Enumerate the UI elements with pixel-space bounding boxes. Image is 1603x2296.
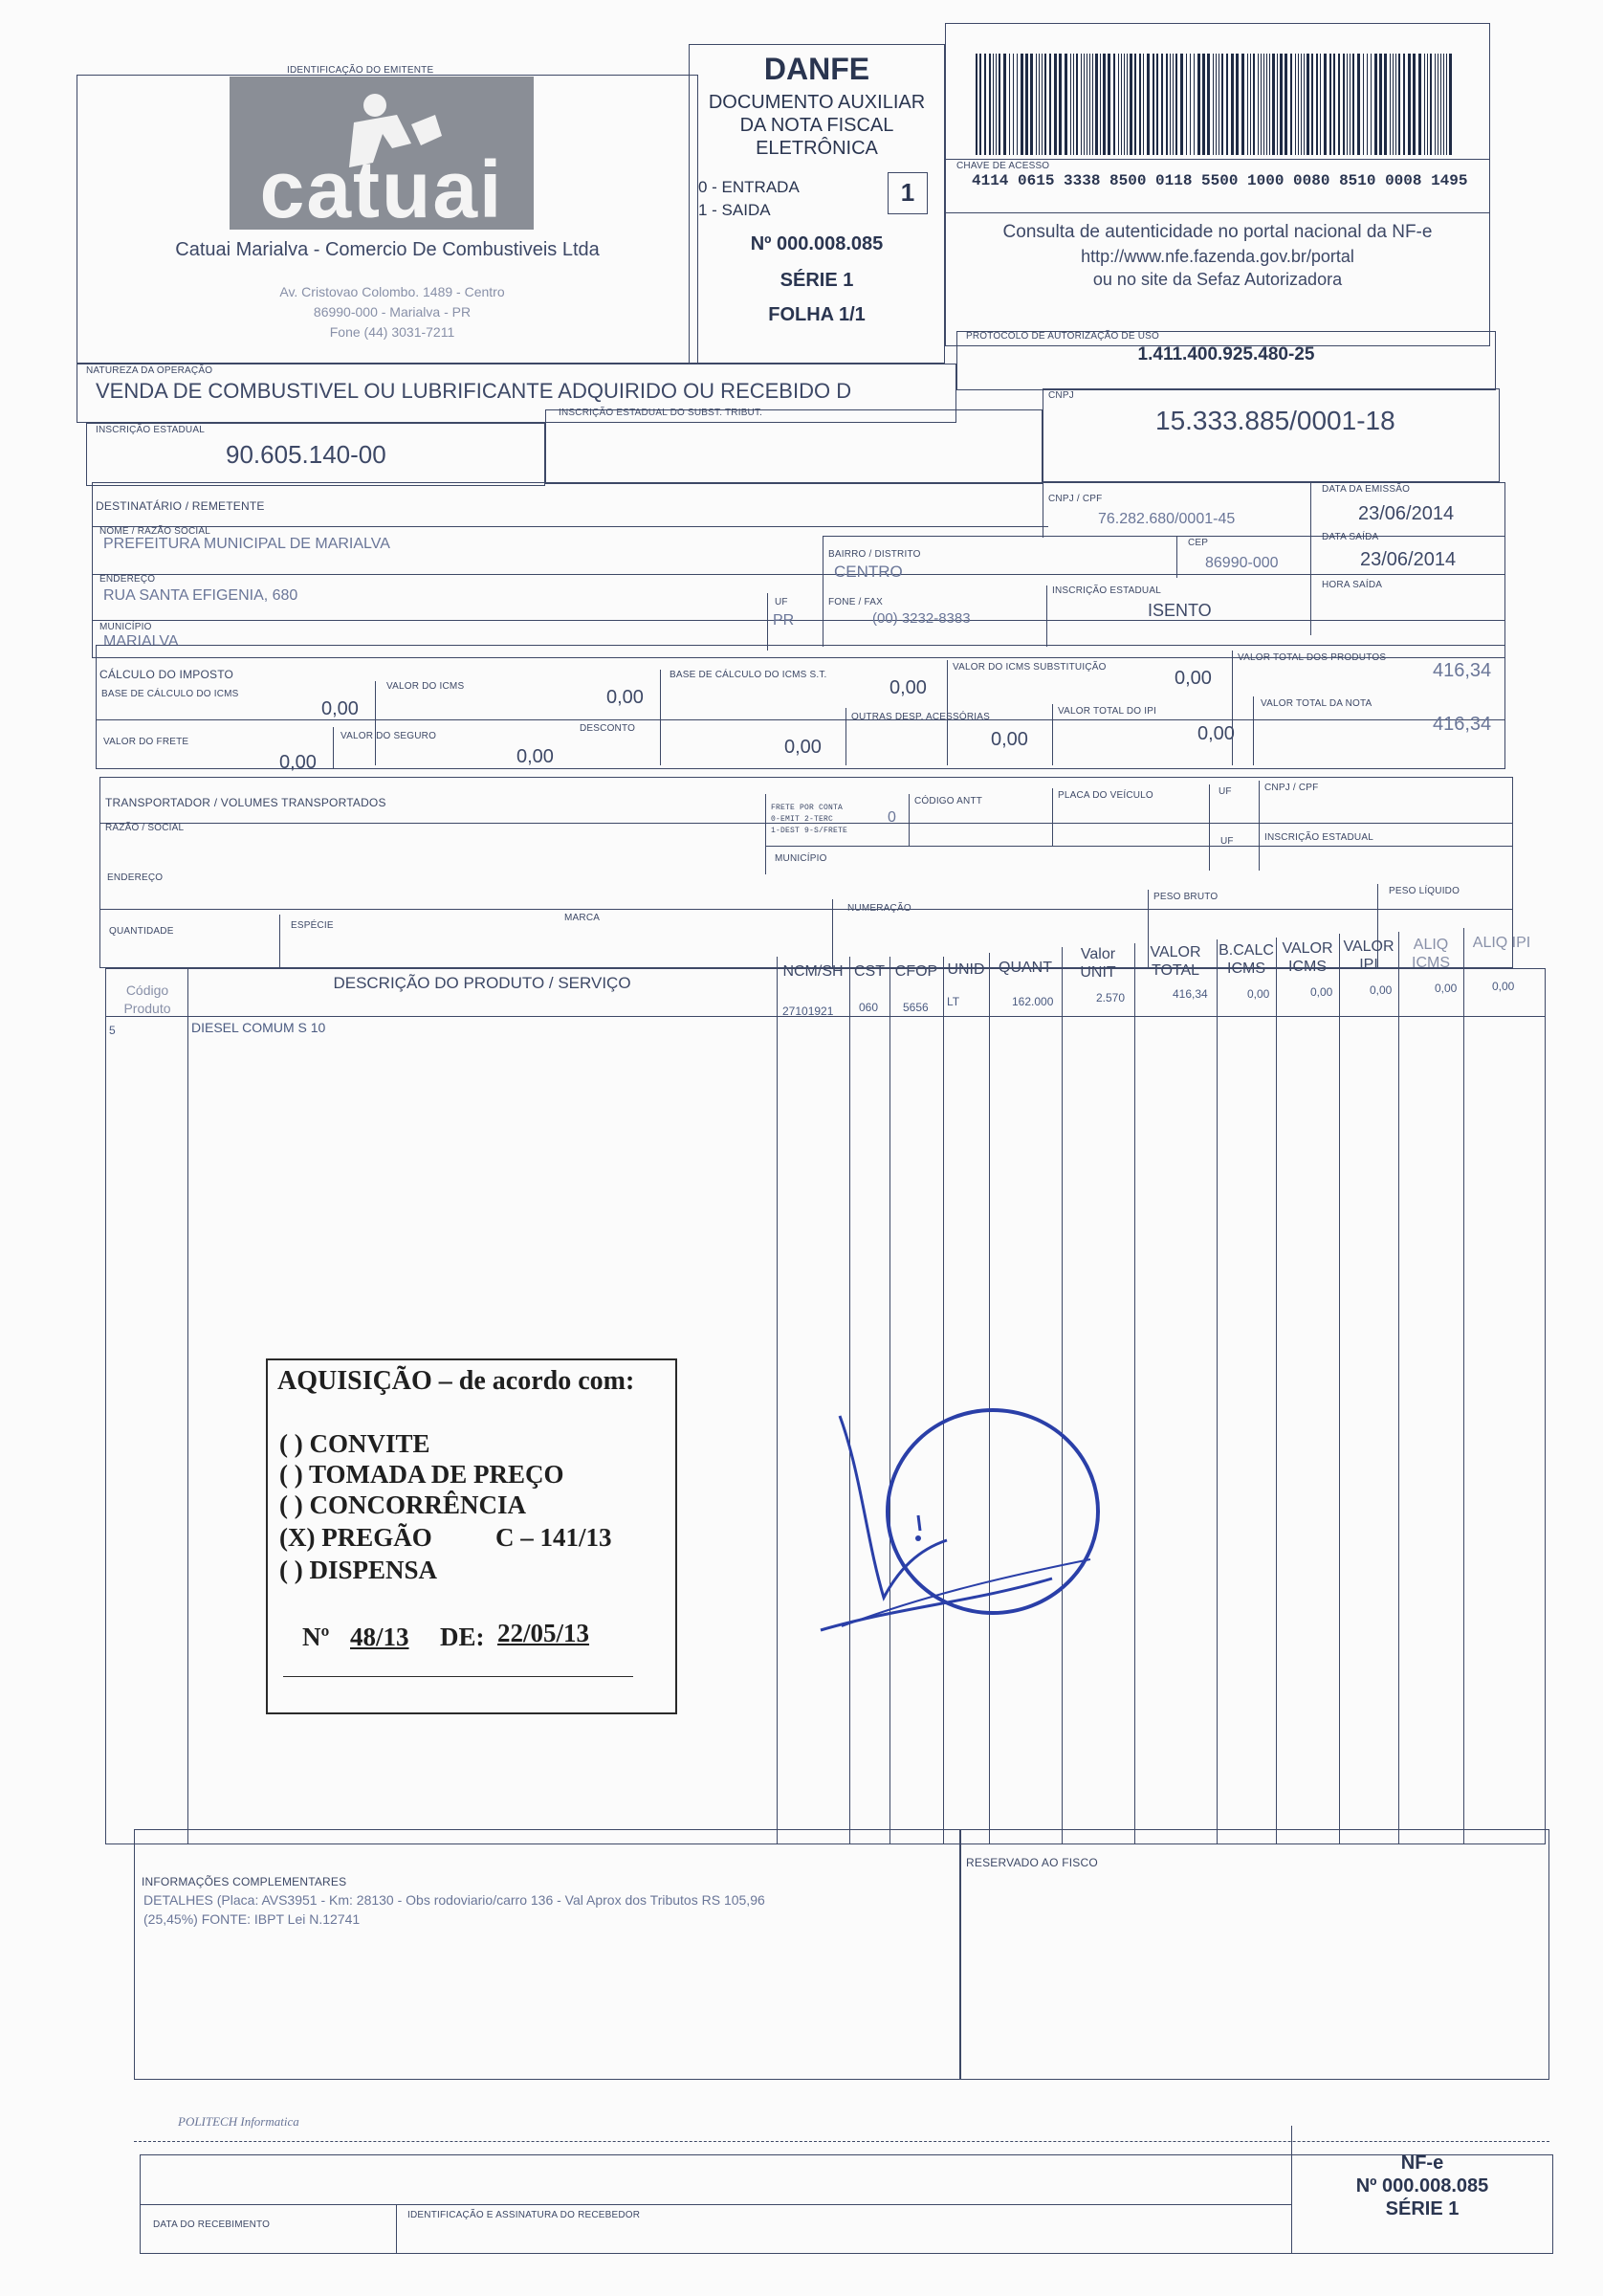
desconto: 0,00 bbox=[784, 737, 822, 758]
item-vunit: 2.570 bbox=[1096, 991, 1126, 1004]
barcode-bar bbox=[1298, 54, 1299, 155]
danfe-subtitle-1: DOCUMENTO AUXILIAR bbox=[708, 92, 926, 113]
consulta-1: Consulta de autenticidade no portal nacional da NF-e bbox=[1002, 222, 1433, 242]
barcode-bar bbox=[1076, 54, 1078, 155]
razao-label: RAZÃO / SOCIAL bbox=[105, 823, 185, 833]
item-vicms: 0,00 bbox=[1310, 985, 1333, 999]
base-st: 0,00 bbox=[889, 677, 927, 698]
emitente-name: Catuai Marialva - Comercio De Combustiveis Ltda bbox=[175, 239, 600, 260]
dest-cnpj: 76.282.680/0001-45 bbox=[1098, 511, 1236, 527]
barcode-bar bbox=[1440, 54, 1441, 155]
col-vtotal: VALOR TOTAL bbox=[1150, 944, 1201, 979]
outras: 0,00 bbox=[991, 729, 1028, 750]
barcode-bar bbox=[1054, 54, 1057, 155]
barcode-bar bbox=[1103, 54, 1106, 155]
col-cfop: CFOP bbox=[894, 963, 938, 980]
dest-uf-label: UF bbox=[775, 597, 788, 607]
barcode-bar bbox=[976, 54, 977, 155]
barcode-bar bbox=[1347, 54, 1348, 155]
barcode-bar bbox=[1143, 54, 1144, 155]
barcode-bar bbox=[1003, 54, 1006, 155]
item-codigo: 5 bbox=[109, 1024, 116, 1037]
item-aipi: 0,00 bbox=[1492, 980, 1515, 993]
dest-cep: 86990-000 bbox=[1205, 555, 1279, 571]
barcode-bar bbox=[1127, 54, 1128, 155]
barcode bbox=[976, 54, 1460, 155]
dest-fone-label: FONE / FAX bbox=[828, 597, 884, 607]
stamp-date: 22/05/13 bbox=[497, 1619, 590, 1647]
info-line-1: DETALHES (Placa: AVS3951 - Km: 28130 - Obs rodoviario/carro 136 - Val Aprox dos Tributos RS 105,96 bbox=[143, 1892, 765, 1908]
col-vipi: VALOR IPI bbox=[1343, 938, 1394, 973]
barcode-bar bbox=[1049, 54, 1051, 155]
transp-liquido-label: PESO LÍQUIDO bbox=[1389, 886, 1460, 896]
barcode-bar bbox=[1367, 54, 1368, 155]
barcode-bar bbox=[1395, 54, 1396, 155]
barcode-bar bbox=[1036, 54, 1037, 155]
barcode-bar bbox=[1333, 54, 1335, 155]
barcode-bar bbox=[1357, 54, 1360, 155]
subst-box bbox=[545, 409, 1043, 484]
barcode-bar bbox=[1253, 54, 1255, 155]
total-prod: 416,34 bbox=[1433, 660, 1492, 681]
dest-uf: PR bbox=[773, 612, 795, 629]
dest-cep-label: CEP bbox=[1188, 538, 1209, 548]
transp-qtd-label: QUANTIDADE bbox=[109, 926, 174, 937]
seguro-label: VALOR DO SEGURO bbox=[340, 731, 437, 741]
col-unid: UNID bbox=[947, 961, 985, 978]
barcode-bar bbox=[1197, 54, 1200, 155]
item-vtotal: 416,34 bbox=[1173, 987, 1208, 1001]
imposto-label: CÁLCULO DO IMPOSTO bbox=[99, 668, 234, 681]
barcode-bar bbox=[1186, 54, 1187, 155]
dest-endereco: RUA SANTA EFIGENIA, 680 bbox=[103, 587, 298, 604]
natureza-label: NATUREZA DA OPERAÇÃO bbox=[86, 365, 213, 376]
catuai-logo bbox=[230, 77, 534, 234]
stamp-num-value: 48/13 bbox=[350, 1623, 409, 1651]
item-ncm: 27101921 bbox=[782, 1004, 834, 1018]
barcode-bar bbox=[1352, 54, 1354, 155]
nota-numero: Nº 000.008.085 bbox=[750, 233, 884, 254]
barcode-bar bbox=[1430, 54, 1432, 155]
subst-label: INSCRIÇÃO ESTADUAL DO SUBST. TRIBUT. bbox=[559, 408, 763, 418]
protocolo-label: PROTOCOLO DE AUTORIZAÇÃO DE USO bbox=[966, 331, 1159, 342]
col-codigo: Código Produto bbox=[123, 982, 171, 1016]
barcode-bar bbox=[1084, 54, 1085, 155]
stamp-num-label: Nº bbox=[302, 1623, 330, 1651]
stamp-opt-tomada: ( ) TOMADA DE PREÇO bbox=[279, 1460, 564, 1489]
seguro: 0,00 bbox=[516, 746, 554, 767]
barcode-bar bbox=[1030, 54, 1033, 155]
col-vunit: Valor UNIT bbox=[1080, 946, 1116, 981]
item-cst: 060 bbox=[859, 1001, 879, 1014]
col-vicms: VALOR ICMS bbox=[1282, 940, 1333, 975]
signature-drawing bbox=[803, 1397, 1205, 1645]
consulta-3: ou no site da Sefaz Autorizadora bbox=[1092, 270, 1343, 289]
barcode-bar bbox=[1194, 54, 1195, 155]
footer-numero: Nº 000.008.085 bbox=[1355, 2175, 1489, 2197]
col-aicms: ALIQ ICMS bbox=[1412, 937, 1450, 971]
emitente-city: 86990-000 - Marialva - PR bbox=[313, 304, 472, 320]
dest-ie-label: INSCRIÇÃO ESTADUAL bbox=[1052, 585, 1161, 596]
saida-label: 1 - SAIDA bbox=[698, 201, 771, 219]
barcode-bar bbox=[1175, 54, 1177, 155]
barcode-bar bbox=[1092, 54, 1093, 155]
barcode-bar bbox=[1374, 54, 1377, 155]
barcode-bar bbox=[1153, 54, 1154, 155]
info-box bbox=[134, 1829, 960, 2080]
barcode-bar bbox=[1221, 54, 1223, 155]
protocolo-value: 1.411.400.925.480-25 bbox=[1137, 344, 1315, 364]
cnpj-label: CNPJ bbox=[1048, 390, 1074, 401]
barcode-bar bbox=[1427, 54, 1428, 155]
barcode-bar bbox=[1202, 54, 1205, 155]
danfe-subtitle-3: ELETRÔNICA bbox=[756, 138, 878, 159]
barcode-bar bbox=[1390, 54, 1391, 155]
consulta-2: http://www.nfe.fazenda.gov.br/portal bbox=[1081, 247, 1354, 266]
barcode-bar bbox=[1363, 54, 1364, 155]
barcode-bar bbox=[1307, 54, 1309, 155]
col-cst: CST bbox=[854, 963, 885, 980]
barcode-bar bbox=[1170, 54, 1171, 155]
recebimento-label: DATA DO RECEBIMENTO bbox=[153, 2219, 271, 2230]
chave-value: 4114 0615 3338 8500 0118 5500 1000 0080 8510 0008 1495 bbox=[972, 172, 1468, 189]
dest-nome-label: NOME / RAZÃO SOCIAL bbox=[99, 526, 211, 537]
ipi: 0,00 bbox=[1197, 723, 1235, 744]
total-prod-label: VALOR TOTAL DOS PRODUTOS bbox=[1238, 652, 1387, 663]
nota-serie: SÉRIE 1 bbox=[780, 270, 854, 291]
barcode-bar bbox=[1021, 54, 1023, 155]
barcode-bar bbox=[999, 54, 1000, 155]
natureza-value: VENDA DE COMBUSTIVEL OU LUBRIFICANTE ADQUIRIDO OU RECEBIDO D bbox=[96, 379, 852, 403]
total-nota-label: VALOR TOTAL DA NOTA bbox=[1261, 698, 1372, 709]
barcode-bar bbox=[1258, 54, 1259, 155]
entrada-label: 0 - ENTRADA bbox=[698, 178, 800, 196]
transp-especie-label: ESPÉCIE bbox=[291, 920, 334, 931]
emitente-phone: Fone (44) 3031-7211 bbox=[329, 324, 455, 340]
dest-saida: 23/06/2014 bbox=[1360, 549, 1457, 570]
item-bcalc: 0,00 bbox=[1247, 987, 1270, 1001]
item-quant: 162.000 bbox=[1012, 995, 1054, 1008]
barcode-bar bbox=[1216, 54, 1217, 155]
barcode-bar bbox=[1304, 54, 1305, 155]
barcode-bar bbox=[993, 54, 994, 155]
valor-icms-label: VALOR DO ICMS bbox=[386, 681, 465, 692]
barcode-bar bbox=[1269, 54, 1270, 155]
barcode-bar bbox=[1398, 54, 1400, 155]
item-cfop: 5656 bbox=[903, 1001, 929, 1014]
barcode-bar bbox=[1173, 54, 1174, 155]
outras-label: OUTRAS DESP. ACESSÓRIAS bbox=[851, 712, 991, 722]
dest-emissao-label: DATA DA EMISSÃO bbox=[1322, 484, 1411, 495]
barcode-bar bbox=[1009, 54, 1010, 155]
barcode-bar bbox=[1446, 54, 1447, 155]
barcode-bar bbox=[1226, 54, 1228, 155]
stamp-de-label: DE: bbox=[440, 1623, 485, 1651]
nota-folha: FOLHA 1/1 bbox=[768, 304, 866, 325]
barcode-bar bbox=[1017, 54, 1018, 155]
barcode-bar bbox=[1379, 54, 1382, 155]
barcode-bar bbox=[1161, 54, 1163, 155]
col-quant: QUANT bbox=[999, 960, 1052, 976]
frete-conta-2: 0-EMIT 2-TERC bbox=[771, 815, 834, 824]
item-descricao: DIESEL COMUM S 10 bbox=[191, 1020, 326, 1035]
assinatura-label: IDENTIFICAÇÃO E ASSINATURA DO RECEBEDOR bbox=[407, 2210, 641, 2220]
danfe-title: DANFE bbox=[763, 52, 870, 86]
barcode-bar bbox=[1311, 54, 1313, 155]
col-descricao: DESCRIÇÃO DO PRODUTO / SERVIÇO bbox=[333, 974, 631, 992]
barcode-bar bbox=[1089, 54, 1090, 155]
barcode-bar bbox=[1316, 54, 1318, 155]
barcode-bar bbox=[1070, 54, 1071, 155]
item-vipi: 0,00 bbox=[1370, 983, 1393, 997]
barcode-bar bbox=[1025, 54, 1028, 155]
danfe-subtitle-2: DA NOTA FISCAL bbox=[739, 115, 894, 136]
barcode-bar bbox=[1435, 54, 1436, 155]
barcode-bar bbox=[1166, 54, 1168, 155]
stamp-opt-dispensa: ( ) DISPENSA bbox=[279, 1556, 438, 1584]
icms-subst-label: VALOR DO ICMS SUBSTITUIÇÃO bbox=[953, 662, 1107, 673]
fisco-label: RESERVADO AO FISCO bbox=[966, 1856, 1098, 1869]
dest-saida-label: DATA SAÍDA bbox=[1322, 532, 1379, 542]
emitente-address: Av. Cristovao Colombo. 1489 - Centro bbox=[279, 284, 505, 299]
dest-bairro-label: BAIRRO / DISTRITO bbox=[828, 549, 921, 560]
barcode-bar bbox=[1424, 54, 1425, 155]
barcode-bar bbox=[1295, 54, 1296, 155]
inscricao-value: 90.605.140-00 bbox=[226, 440, 386, 469]
barcode-bar bbox=[1156, 54, 1158, 155]
barcode-bar bbox=[1324, 54, 1327, 155]
icms-subst: 0,00 bbox=[1175, 668, 1212, 689]
barcode-bar bbox=[1247, 54, 1248, 155]
barcode-bar bbox=[1013, 54, 1014, 155]
frete-conta-1: FRETE POR CONTA bbox=[771, 804, 844, 812]
barcode-bar bbox=[1329, 54, 1331, 155]
barcode-bar bbox=[996, 54, 997, 155]
barcode-bar bbox=[1118, 54, 1119, 155]
barcode-bar bbox=[1213, 54, 1214, 155]
desconto-label: DESCONTO bbox=[580, 723, 636, 734]
barcode-bar bbox=[1338, 54, 1340, 155]
barcode-bar bbox=[1059, 54, 1062, 155]
barcode-bar bbox=[1418, 54, 1421, 155]
software-label: POLITECH Informatica bbox=[178, 2114, 299, 2129]
barcode-bar bbox=[1384, 54, 1387, 155]
barcode-bar bbox=[1095, 54, 1098, 155]
tipo-value: 1 bbox=[900, 178, 915, 207]
base-icms-label: BASE DE CÁLCULO DO ICMS bbox=[101, 689, 239, 699]
barcode-bar bbox=[1231, 54, 1234, 155]
barcode-bar bbox=[1065, 54, 1067, 155]
dest-cnpj-label: CNPJ / CPF bbox=[1048, 494, 1103, 504]
barcode-bar bbox=[1290, 54, 1292, 155]
frete: 0,00 bbox=[279, 752, 317, 773]
barcode-bar bbox=[1443, 54, 1444, 155]
footer-serie: SÉRIE 1 bbox=[1385, 2198, 1460, 2219]
stamp-pregao-ref: C – 141/13 bbox=[495, 1523, 612, 1552]
barcode-bar bbox=[1285, 54, 1287, 155]
footer-nfe: NF-e bbox=[1400, 2152, 1444, 2174]
dest-bairro: CENTRO bbox=[834, 563, 903, 581]
barcode-bar bbox=[1073, 54, 1074, 155]
inscricao-label: INSCRIÇÃO ESTADUAL bbox=[96, 425, 205, 435]
stamp-title: AQUISIÇÃO – de acordo com: bbox=[277, 1366, 635, 1396]
barcode-bar bbox=[1403, 54, 1405, 155]
transp-uf-label: UF bbox=[1219, 786, 1232, 797]
logo-text: catuai bbox=[259, 144, 504, 234]
base-st-label: BASE DE CÁLCULO DO ICMS S.T. bbox=[670, 670, 827, 680]
info-label: INFORMAÇÕES COMPLEMENTARES bbox=[142, 1875, 347, 1888]
barcode-bar bbox=[1108, 54, 1110, 155]
transp-cnpj-label: CNPJ / CPF bbox=[1264, 783, 1319, 793]
dest-municipio-label: MUNICÍPIO bbox=[99, 622, 152, 632]
transp-bruto-label: PESO BRUTO bbox=[1153, 892, 1219, 902]
destinatario-label: DESTINATÁRIO / REMETENTE bbox=[96, 499, 265, 513]
barcode-bar bbox=[1263, 54, 1264, 155]
barcode-bar bbox=[1121, 54, 1122, 155]
barcode-bar bbox=[1039, 54, 1040, 155]
cnpj-value: 15.333.885/0001-18 bbox=[1155, 406, 1395, 435]
placa-label: PLACA DO VEÍCULO bbox=[1058, 790, 1153, 801]
barcode-bar bbox=[1236, 54, 1239, 155]
total-nota: 416,34 bbox=[1433, 714, 1492, 735]
dest-fone: (00) 3232-8383 bbox=[872, 610, 971, 627]
barcode-bar bbox=[1190, 54, 1191, 155]
barcode-bar bbox=[1280, 54, 1283, 155]
barcode-bar bbox=[1081, 54, 1082, 155]
barcode-bar bbox=[1134, 54, 1136, 155]
dest-emissao: 23/06/2014 bbox=[1358, 503, 1455, 524]
barcode-bar bbox=[1343, 54, 1345, 155]
info-line-2: (25,45%) FONTE: IBPT Lei N.12741 bbox=[143, 1911, 361, 1927]
valor-icms: 0,00 bbox=[606, 687, 644, 708]
frete-label: VALOR DO FRETE bbox=[103, 737, 189, 747]
dest-ie: ISENTO bbox=[1148, 601, 1212, 620]
dest-endereco-label: ENDEREÇO bbox=[99, 574, 156, 585]
destinatario-box bbox=[92, 482, 1505, 658]
barcode-bar bbox=[984, 54, 986, 155]
antt-label: CÓDIGO ANTT bbox=[914, 796, 983, 806]
col-bcalc: B.CALC ICMS bbox=[1219, 942, 1274, 977]
dest-municipio: MARIALVA bbox=[103, 633, 179, 650]
dest-nome: PREFEITURA MUNICIPAL DE MARIALVA bbox=[103, 536, 390, 552]
barcode-bar bbox=[1139, 54, 1141, 155]
transp-municipio-label: MUNICÍPIO bbox=[775, 853, 827, 864]
transp-endereco-label: ENDEREÇO bbox=[107, 872, 164, 883]
transp-ie-label: INSCRIÇÃO ESTADUAL bbox=[1264, 832, 1373, 843]
transp-numeracao-label: NUMERAÇÃO bbox=[847, 903, 911, 914]
barcode-bar bbox=[1100, 54, 1101, 155]
barcode-bar bbox=[1266, 54, 1267, 155]
barcode-bar bbox=[1272, 54, 1275, 155]
barcode-bar bbox=[1130, 54, 1132, 155]
barcode-bar bbox=[1408, 54, 1411, 155]
stamp-opt-concorrencia: ( ) CONCORRÊNCIA bbox=[279, 1490, 526, 1519]
col-aipi: ALIQ IPI bbox=[1472, 935, 1531, 951]
barcode-bar bbox=[1261, 54, 1262, 155]
col-ncm: NCM/SH bbox=[782, 963, 844, 980]
transportador-label: TRANSPORTADOR / VOLUMES TRANSPORTADOS bbox=[105, 796, 386, 809]
frete-conta-value: 0 bbox=[888, 809, 896, 826]
stamp-opt-convite: ( ) CONVITE bbox=[279, 1429, 430, 1458]
barcode-bar bbox=[989, 54, 991, 155]
ipi-label: VALOR TOTAL DO IPI bbox=[1058, 706, 1157, 717]
barcode-bar bbox=[979, 54, 981, 155]
barcode-bar bbox=[1180, 54, 1183, 155]
barcode-bar bbox=[1449, 54, 1452, 155]
barcode-bar bbox=[1207, 54, 1210, 155]
barcode-bar bbox=[1044, 54, 1046, 155]
barcode-bar bbox=[1241, 54, 1244, 155]
dest-hora-label: HORA SAÍDA bbox=[1322, 580, 1383, 590]
item-unid: LT bbox=[947, 995, 960, 1008]
barcode-bar bbox=[1413, 54, 1416, 155]
barcode-bar bbox=[1124, 54, 1125, 155]
barcode-bar bbox=[1042, 54, 1043, 155]
barcode-bar bbox=[1250, 54, 1251, 155]
barcode-bar bbox=[1301, 54, 1302, 155]
frete-conta-3: 1-DEST 9-S/FRETE bbox=[771, 827, 848, 835]
barcode-bar bbox=[1320, 54, 1321, 155]
emitente-label: IDENTIFICAÇÃO DO EMITENTE bbox=[287, 65, 434, 76]
barcode-bar bbox=[1113, 54, 1115, 155]
transp-uf2-label: UF bbox=[1220, 836, 1234, 847]
base-icms: 0,00 bbox=[321, 698, 359, 719]
barcode-bar bbox=[1277, 54, 1278, 155]
item-aicms: 0,00 bbox=[1435, 982, 1458, 995]
stamp-opt-pregao: (X) PREGÃO bbox=[279, 1523, 432, 1552]
barcode-bar bbox=[1393, 54, 1394, 155]
barcode-bar bbox=[1371, 54, 1372, 155]
chave-label: CHAVE DE ACESSO bbox=[956, 161, 1050, 171]
transp-marca-label: MARCA bbox=[564, 913, 601, 923]
barcode-bar bbox=[1147, 54, 1150, 155]
